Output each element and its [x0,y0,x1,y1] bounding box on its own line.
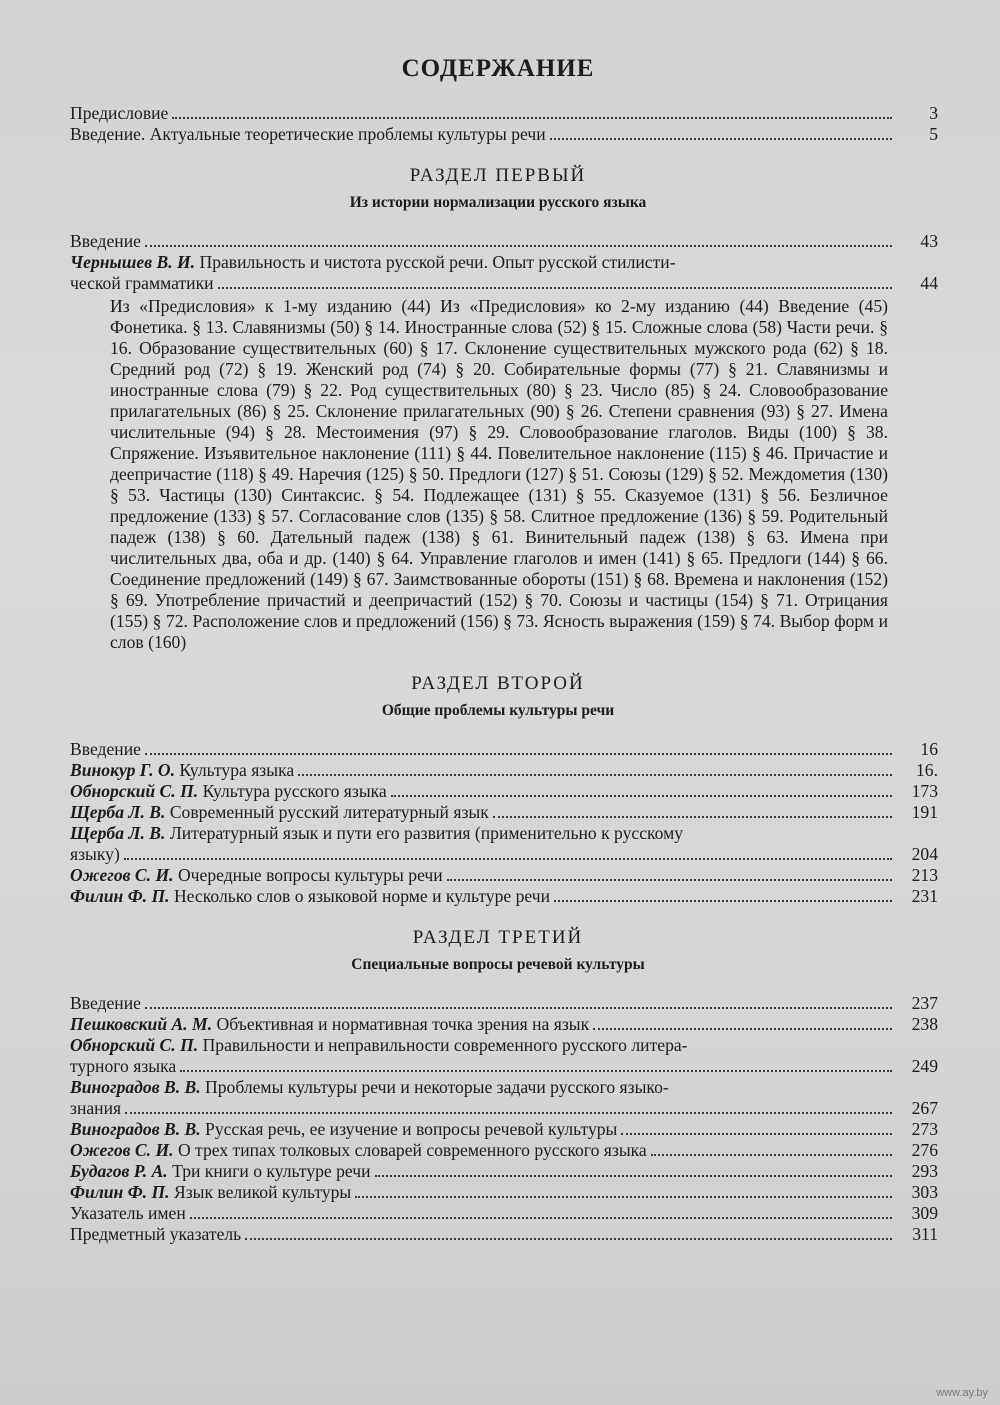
entry-author: Ожегов С. И. [70,1140,174,1160]
leader-dots [180,1070,892,1072]
page-number: 238 [911,1014,938,1034]
entry-last-line [58,1098,938,1119]
entry-title-wrap [70,760,298,781]
section2-list [58,739,938,823]
section2-subtitle: Общие проблемы культуры речи [381,702,615,719]
leader-dots [145,245,892,247]
page-number: 267 [911,1098,938,1118]
entry-title: Предисловие [70,103,169,123]
entry-title-line2: ческой грамматики [70,273,214,293]
entry-title-line1: Правильность и чистота русской речи. Опыт русской стилисти- [199,252,676,272]
entry-title-wrap [70,1182,355,1203]
leader-dots [298,774,892,776]
toc-entry [58,993,938,1014]
page-number: 204 [911,844,938,864]
toc-entry [58,103,938,124]
entry-title-line2: языку) [70,844,120,864]
leader-dots [245,1238,892,1240]
toc-entry [58,1224,938,1245]
toc-entry [58,1203,938,1224]
entry-first-line [58,1077,938,1098]
toc-entry [58,252,938,294]
entry-first-line [58,1035,938,1056]
entry-author: Обнорский С. П. [70,1035,199,1055]
toc-entry [58,231,938,252]
entry-title: Введение [70,231,141,251]
page-number: 16 [920,739,938,759]
page-title: СОДЕРЖАНИЕ [401,55,595,82]
entry-title: О трех типах толковых словарей современного русского языка [177,1140,647,1160]
entry-title-line2: знания [70,1098,122,1118]
entry-title: Современный русский литературный язык [169,802,489,822]
entry-title: Указатель имен [70,1203,186,1223]
entry-title-line1: Правильности и неправильности современного русского литера- [202,1035,688,1055]
contents [58,52,938,1245]
toc-entry [58,1161,938,1182]
page-number: 16. [916,760,938,780]
entry-title: Русская речь, ее изучение и вопросы речевой культуры [205,1119,618,1139]
entry-title-wrap [70,865,447,886]
entry-title: Введение [70,993,141,1013]
entry-title-wrap [70,802,493,823]
entry-title-wrap [70,886,554,907]
entry-title: Введение. Актуальные теоретические проблемы культуры речи [70,124,546,144]
entry-title-wrap [70,103,172,124]
page-number: 293 [911,1161,938,1181]
entry-author: Виноградов В. В. [70,1119,201,1139]
page-number: 276 [911,1140,938,1160]
entry-last-line [58,273,938,294]
entry-title-line1: Проблемы культуры речи и некоторые задачи русского языко- [205,1077,669,1097]
entry-title-wrap [70,124,550,145]
page-number: 311 [912,1224,938,1244]
entry-title-wrap [70,781,391,802]
toc-entry [58,739,938,760]
entry-title-wrap [70,1119,621,1140]
toc-entry [58,1077,938,1119]
leader-dots [145,753,892,755]
page-number: 43 [920,231,938,251]
page-number: 191 [911,802,938,822]
page-number: 231 [911,886,938,906]
section3-subtitle: Специальные вопросы речевой культуры [351,956,645,973]
toc-entry [58,823,938,865]
toc-entry [58,1182,938,1203]
section2-list-cont [58,865,938,907]
leader-dots [391,795,892,797]
entry-last-line [58,844,938,865]
entry-title: Очередные вопросы культуры речи [177,865,443,885]
leader-dots [554,900,892,902]
entry-title-wrap [70,1014,593,1035]
toc-entry [58,802,938,823]
entry-author: Филин Ф. П. [70,886,170,906]
entry-author: Щерба Л. В. [70,823,166,843]
entry-title: Культура языка [179,760,295,780]
leader-dots [190,1217,892,1219]
leader-dots [172,117,892,119]
page-number: 273 [911,1119,938,1139]
subsection-listing: Из «Предисловия» к 1-му изданию (44) Из «Предисловия» ко 2-му изданию (44) Введение (45) Фонетика. § 13. Славянизмы (50) § 14. Иностранные слова (52) § 15. Сложные слова (58) Части речи. § 16. Образование существительных (60) § 17. Склонение существительных мужского рода (62) § 18. Средний род (72) § 19. Женский род (74) § 20. Собирательные формы (77) § 21. Славянизмы и иностранные слова (79) § 22. Род существительных (80) § 23. Число (85) § 24. Словообразование прилагательных (86) § 25. Склонение прилагательных (90) § 26. Степени сравнения (93) § 27. Имена числительные (94) § 28. Местоимения (97) § 29. Словообразование глаголов. Виды (100) § 38. Спряжение. Изъявительное наклонение (111) § 44. Повелительное наклонение (115) § 46. Причастие и деепричастие (118) § 49. Наречия (125) § 50. Предлоги (127) § 51. Союзы (129) § 52. Междометия (130) § 53. Частицы (130) Синтаксис. § 54. Подлежащее (131) § 55. Сказуемое (131) § 56. Безличное предложение (133) § 57. Согласование слов (135) § 58. Слитное предложение (136) § 59. Родительный падеж (138) § 60. Дательный падеж (138) § 61. Винительный падеж (138) § 63. Имена при числительных два, оба и др. (140) § 64. Управление глаголов и имен (141) § 65. Предлоги (144) § 66. Соединение предложений (149) § 67. Заимствованные обороты (151) § 68. Времена и наклонения (152) § 69. Употребление причастий и деепричастий (152) § 70. Союзы и частицы (154) § 71. Отрицания (155) § 72. Расположение слов и предложений (156) § 73. Ясность выражения (159) § 74. Выбор форм и слов (160) [110,296,888,652]
leader-dots [550,138,892,140]
entry-author: Виноградов В. В. [70,1077,201,1097]
page-number: 173 [911,781,938,801]
section1-subtitle: Из истории нормализации русского языка [349,194,647,211]
section3-list [58,993,938,1035]
entry-title: Предметный указатель [70,1224,242,1244]
entry-title: Культура русского языка [202,781,387,801]
section1-title: РАЗДЕЛ ПЕРВЫЙ [409,165,587,186]
leader-dots [493,816,892,818]
entry-author: Пешковский А. М. [70,1014,213,1034]
leader-dots [375,1175,892,1177]
toc-entry [58,1140,938,1161]
toc-entry [58,124,938,145]
toc-entry [58,760,938,781]
entry-first-line [58,252,938,273]
page-number: 303 [911,1182,938,1202]
entry-author: Щерба Л. В. [70,802,166,822]
leader-dots [621,1133,892,1135]
entry-title-wrap [70,1203,190,1224]
entry-first-line [58,823,938,844]
section3-title: РАЗДЕЛ ТРЕТИЙ [412,927,584,948]
section3-list-cont [58,1119,938,1245]
leader-dots [218,287,892,289]
entry-title-line1: Литературный язык и пути его развития (применительно к русскому [169,823,684,843]
entry-title-wrap [70,1161,375,1182]
entry-author: Винокур Г. О. [70,760,175,780]
page-number: 309 [911,1203,938,1223]
section2-title: РАЗДЕЛ ВТОРОЙ [411,673,585,694]
leader-dots [124,858,892,860]
entry-title: Три книги о культуре речи [172,1161,371,1181]
entry-author: Будагов Р. А. [70,1161,168,1181]
leader-dots [355,1196,892,1198]
leader-dots [593,1028,892,1030]
entry-title-wrap [70,1140,651,1161]
front-matter [58,103,938,145]
page-number: 237 [911,993,938,1013]
entry-last-line [58,1056,938,1077]
entry-title-wrap [70,739,145,760]
page-number: 249 [911,1056,938,1076]
entry-title-wrap [70,993,145,1014]
page-number: 3 [929,103,938,123]
entry-title: Объективная и нормативная точка зрения на язык [216,1014,590,1034]
page-number: 44 [920,273,938,293]
entry-title: Несколько слов о языковой норме и культуре речи [173,886,551,906]
toc-entry [58,865,938,886]
entry-author: Филин Ф. П. [70,1182,170,1202]
toc-entry [58,1035,938,1077]
entry-title: Язык великой культуры [173,1182,352,1202]
entry-title: Введение [70,739,141,759]
entry-author: Чернышев В. И. [70,252,196,272]
toc-entry [58,781,938,802]
leader-dots [145,1007,892,1009]
page-number: 5 [929,124,938,144]
entry-author: Обнорский С. П. [70,781,199,801]
toc-entry [58,1014,938,1035]
page-number: 213 [911,865,938,885]
toc-entry [58,1119,938,1140]
entry-title-wrap [70,1224,245,1245]
watermark: www.ay.by [936,1387,988,1399]
leader-dots [447,879,892,881]
entry-title-line2: турного языка [70,1056,177,1076]
toc-entry [58,886,938,907]
leader-dots [651,1154,892,1156]
leader-dots [125,1112,892,1114]
entry-author: Ожегов С. И. [70,865,174,885]
